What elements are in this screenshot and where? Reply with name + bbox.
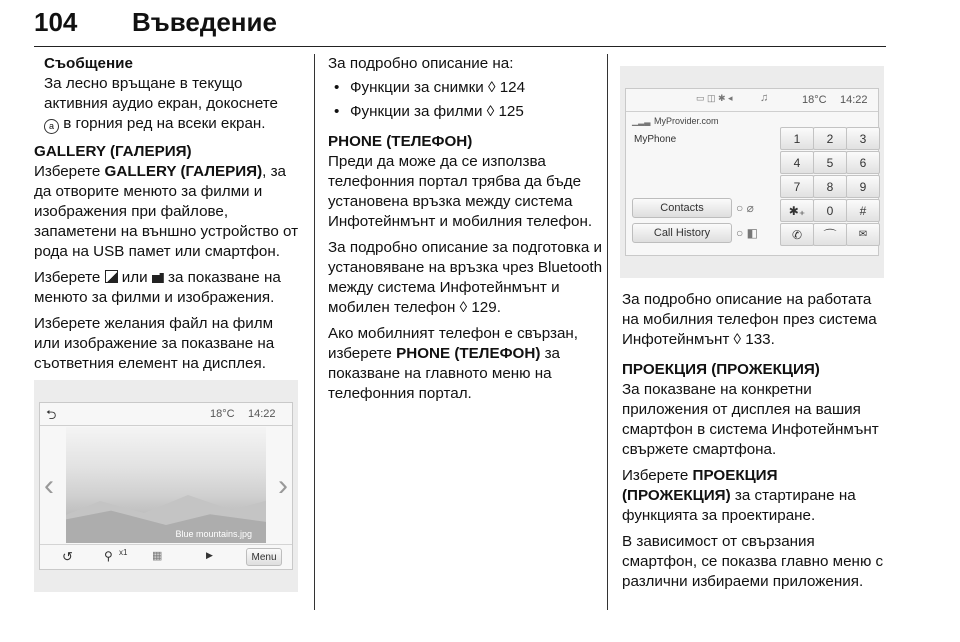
zoom-level: x1 [119, 548, 128, 557]
keypad-key[interactable]: 0 [813, 199, 847, 222]
gallery-screen [39, 402, 293, 570]
reference-icon: ◊ [487, 79, 496, 96]
image-filename: Blue mountains.jpg [175, 529, 252, 539]
keypad-key[interactable]: 2 [813, 127, 847, 150]
page-reference[interactable]: 129 [471, 299, 497, 316]
phone-label-bold: PHONE (ТЕЛЕФОН) [396, 345, 541, 362]
reference-icon: ◊ [733, 331, 742, 348]
gallery-image [66, 427, 266, 543]
reference-icon: ◊ [459, 299, 468, 316]
signal-icon: ▁▂▃ [632, 117, 651, 126]
text-span: Изберете [34, 269, 105, 286]
picture-info-icon[interactable]: ▦ [152, 550, 163, 562]
gallery-paragraph-2 [34, 268, 302, 308]
keypad-key[interactable]: 3 [846, 127, 880, 150]
gallery-paragraph-1 [34, 162, 302, 262]
status-icons: ▭ ◫ ✱ ◂ [696, 93, 733, 103]
text-span: , за да отворите менюто за филми и изображения при файлове, запаметени на външно устройство от рода на USB памет или смартфон. [34, 163, 299, 260]
details-intro: За подробно описание на: [328, 55, 514, 72]
gallery-status-bar [40, 403, 292, 426]
text-span: за стартиране на функцията за проектиране. [622, 487, 856, 524]
messages-line-3-wrap [44, 114, 302, 134]
back-arrow-icon[interactable]: ⮌ [46, 407, 57, 422]
keypad-key[interactable]: 8 [813, 175, 847, 198]
gallery-paragraph-3: Изберете желания файл на филм или изображение за показване на съответния елемент на дисплея. [34, 315, 275, 372]
movie-icon [152, 273, 164, 283]
column-divider [314, 54, 315, 610]
projection-paragraph-3: В зависимост от свързания смартфон, се показва главно меню с различни избираеми приложения. [622, 533, 884, 590]
mute-microphone-icon[interactable]: ○ ⌀ [736, 201, 754, 215]
phone-operation-paragraph: За подробно описание на работата на мобилния телефон през система Инфотейнмънт ◊ 133. [622, 291, 877, 348]
details-list [328, 78, 608, 122]
phone-paragraph-2: За подробно описание за подготовка и установяване на връзка чрез Bluetooth между система Инфотейнмънт и мобилен телефон ◊ 129. [328, 239, 603, 316]
gallery-screenshot [34, 380, 298, 592]
column-middle [328, 54, 608, 410]
projection-heading: ПРОЕКЦИЯ (ПРОЖЕКЦИЯ) [622, 361, 820, 378]
column-divider [607, 54, 608, 610]
text-span: за показване на менюто за филми и изображения. [34, 269, 281, 306]
menu-button[interactable]: Menu [246, 548, 282, 566]
keypad-key[interactable]: 5 [813, 151, 847, 174]
reference-icon: ◊ [486, 103, 495, 120]
column-right [622, 290, 890, 598]
slideshow-play-icon[interactable]: ▶ [206, 550, 213, 560]
chapter-title: Въведение [132, 7, 277, 37]
gallery-label-bold: GALLERY (ГАЛЕРИЯ) [104, 163, 263, 180]
picture-icon [105, 270, 118, 283]
phone-screenshot [620, 66, 884, 278]
end-call-button[interactable] [813, 223, 847, 246]
page-reference[interactable]: 125 [498, 103, 524, 120]
page-header [34, 2, 886, 47]
keypad-key[interactable]: 6 [846, 151, 880, 174]
phone-handset-icon: ✆ [791, 227, 803, 242]
audio-source-icon: a [44, 119, 59, 134]
text-span: Ако мобилният телефон е свързан, изберете [328, 325, 579, 362]
text-span: Изберете [34, 163, 105, 180]
keypad-key[interactable]: 9 [846, 175, 880, 198]
voicemail-icon: ✉ [858, 229, 868, 240]
call-button[interactable] [780, 223, 814, 246]
next-arrow-icon[interactable]: › [278, 469, 288, 502]
audio-source-icon[interactable]: ♫ [760, 92, 769, 104]
call-history-button[interactable]: Call History [632, 223, 732, 243]
zoom-icon[interactable]: ⚲ [104, 549, 113, 563]
messages-heading: Съобщение [44, 55, 133, 72]
text-span: За подробно описание на работата на мобилния телефон през система Инфотейнмънт [622, 291, 877, 348]
list-item [328, 102, 608, 122]
temperature-label: 18°C [210, 408, 235, 420]
messages-block [34, 54, 302, 134]
contacts-button[interactable]: Contacts [632, 198, 732, 218]
text-span: за показване на главното меню на телефонния портал. [328, 345, 561, 402]
page-number: 104 [34, 7, 78, 37]
time-label: 14:22 [840, 94, 868, 106]
keypad-key[interactable]: # [846, 199, 880, 222]
gallery-heading: GALLERY (ГАЛЕРИЯ) [34, 143, 192, 160]
keypad-key[interactable]: 4 [780, 151, 814, 174]
text-span: или [117, 269, 152, 286]
previous-arrow-icon[interactable]: ‹ [44, 469, 54, 502]
list-item-text: Функции за снимки [350, 79, 484, 96]
text-span: За подробно описание за подготовка и установяване на връзка чрез Bluetooth между система Инфотейнмънт и мобилен телефон [328, 239, 603, 316]
keypad-key[interactable]: 1 [780, 127, 814, 150]
phone-name: MyPhone [634, 134, 677, 145]
hang-up-icon: ⌒ [823, 228, 837, 243]
list-item [328, 78, 608, 98]
messages-line-2: активния аудио екран, докоснете [44, 95, 278, 112]
phone-heading: PHONE (ТЕЛЕФОН) [328, 133, 473, 150]
speaker-icon[interactable]: ○ ◧ [736, 226, 758, 240]
projection-paragraph-1: За показване на конкретни приложения от дисплея на вашия смартфон в система Инфотейнмънт свържете смартфона. [622, 381, 879, 458]
phone-paragraph-3 [328, 324, 608, 404]
projection-label-bold: ПРОЕКЦИЯ (ПРОЖЕКЦИЯ) [622, 467, 778, 504]
temperature-label: 18°C [802, 94, 827, 106]
gallery-toolbar [40, 544, 292, 569]
keypad-key[interactable]: ✱₊ [780, 199, 814, 222]
page-reference[interactable]: 133 [745, 331, 771, 348]
voicemail-button[interactable] [846, 223, 880, 246]
messages-line-1: За лесно връщане в текущо [44, 75, 243, 92]
provider-label: MyProvider.com [654, 116, 719, 126]
keypad-key[interactable]: 7 [780, 175, 814, 198]
projection-paragraph-2 [622, 466, 890, 526]
phone-screen [625, 88, 879, 256]
rotate-icon[interactable]: ↺ [62, 549, 73, 564]
messages-line-3: в горния ред на всеки екран. [63, 115, 266, 132]
page-reference[interactable]: 124 [499, 79, 526, 96]
list-item-text: Функции за филми [350, 103, 483, 120]
time-label: 14:22 [248, 408, 276, 420]
phone-status-bar [626, 89, 878, 112]
text-span: Изберете [622, 467, 693, 484]
column-left [34, 54, 302, 380]
phone-paragraph-1: Преди да може да се използва телефонния портал трябва да бъде установена връзка между система Инфотейнмънт и мобилния телефон. [328, 153, 593, 230]
